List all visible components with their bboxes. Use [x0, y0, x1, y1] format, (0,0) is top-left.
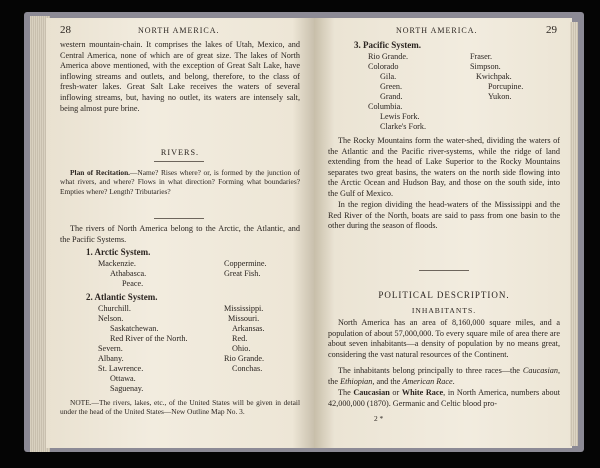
pacific-heading: 3. Pacific System. [354, 40, 421, 50]
caucasian-or: or [389, 388, 402, 397]
river-item: Severn. [98, 344, 123, 353]
signature-mark: 2 * [374, 414, 384, 423]
river-item: Conchas. [232, 364, 263, 373]
river-item: Coppermine. [224, 259, 267, 268]
caucasian-paragraph [328, 388, 560, 409]
caucasian-bold: Caucasian [353, 388, 390, 397]
race-caucasian: Caucasian [522, 366, 558, 375]
race-american: American Race [402, 376, 453, 386]
left-page-number: 28 [60, 24, 71, 36]
river-item: Rio Grande. [368, 52, 409, 61]
political-heading: POLITICAL DESCRIPTION. [378, 290, 510, 300]
river-item: Ohio. [232, 344, 251, 353]
river-item: Columbia. [368, 102, 403, 111]
left-running-head: NORTH AMERICA. [138, 26, 220, 35]
right-running-head: NORTH AMERICA. [396, 26, 478, 35]
note: NOTE.—The rivers, lakes, etc., of the United States will be given in detail under the head of the United States—New Outline Map No. 3. [60, 398, 300, 417]
river-item: Grand. [380, 92, 403, 101]
left-intro-paragraph: western mountain-chain. It comprises the lakes of Utah, Mexico, and Central America, none of which are of great size. The lakes of North America above mentioned, with the exception of Great Salt Lake, have inflowing streams and outlets, and belong, therefore, to the class of fresh-water lakes. Great Salt Lake receives the waters of several inflowing streams, but, having no outlet, its waters are intensely salt, being almost pure brine. [60, 40, 300, 113]
page-edges-right [570, 22, 578, 446]
river-item: Simpson. [470, 62, 501, 71]
river-item: Nelson. [98, 314, 124, 323]
plan-of-recitation [60, 168, 300, 196]
rivers-intro: The rivers of North America belong to the Arctic, the Atlantic, and the Pacific Systems. [60, 224, 300, 244]
race-ethiopian: Ethiopian [340, 376, 373, 386]
river-item: Albany. [98, 354, 124, 363]
river-item: Clarke's Fork. [380, 122, 427, 131]
caucasian-lead: The [338, 388, 354, 397]
river-item: Athabasca. [110, 269, 147, 278]
river-item: Gila. [380, 72, 397, 81]
river-item: Peace. [122, 279, 144, 288]
right-page-number: 29 [546, 24, 557, 36]
atlantic-heading: 2. Atlantic System. [86, 292, 158, 302]
rivers-heading: RIVERS. [160, 148, 200, 157]
white-race-bold: White Race [401, 388, 444, 397]
open-book [24, 12, 584, 452]
river-item: Mackenzie. [98, 259, 136, 268]
watershed-paragraph: The Rocky Mountains form the water-shed, dividing the waters of the Atlantic and the Pacific river-systems, while the ridge of land extending from the head of Lake Superior to the Rocky Mountains separates two great basins, the waters on the north side flowing into the Arctic Ocean and Hudson Bay, and those on the south side, into the Gulf of Mexico. [328, 136, 560, 198]
river-item: Red River of the North. [110, 334, 188, 343]
river-item: St. Lawrence. [98, 364, 144, 373]
river-item: Mississippi. [224, 304, 264, 313]
divider [154, 218, 204, 219]
river-item: Green. [380, 82, 403, 91]
river-item: Yukon. [488, 92, 512, 101]
plan-text: —Name? Rises where? or, is formed by the junction of what rivers, and where? Flows in what direction? Forming what boundaries? Empties where? Length? Tributaries? [60, 168, 300, 196]
river-item: Ottawa. [110, 374, 136, 383]
plan-label: Plan of Recitation. [70, 168, 131, 177]
river-item: Rio Grande. [224, 354, 265, 363]
caucasian-text: , in North America, numbers about 42,000,000 (1870). Germanic and Celtic blood pro- [328, 388, 561, 408]
divider [154, 161, 204, 162]
river-item: Lewis Fork. [380, 112, 420, 121]
river-item: Colorado [368, 62, 399, 71]
divider [419, 270, 469, 271]
arctic-heading: 1. Arctic System. [86, 247, 151, 257]
river-item: Saguenay. [110, 384, 144, 393]
races-paragraph: The inhabitants belong principally to three races—the Caucasian, the Ethiopian, and the American Race. [328, 366, 560, 386]
right-page [314, 18, 572, 448]
river-item: Arkansas. [232, 324, 265, 333]
river-item: Kwichpak. [476, 72, 512, 81]
river-item: Missouri. [228, 314, 260, 323]
river-item: Red. [232, 334, 248, 343]
population-paragraph: North America has an area of 8,160,000 square miles, and a population of about 57,000,000. To every square mile of area there are about seven inhabitants—a density of population by no means great, considering the vast natural resources of the Continent. [328, 318, 560, 359]
river-item: Fraser. [470, 52, 493, 61]
races-text: The inhabitants belong principally to three races—the [338, 366, 523, 375]
river-item: Saskatchewan. [110, 324, 159, 333]
flood-paragraph: In the region dividing the head-waters of the Mississippi and the Red River of the North, boats are said to pass from one basin to the other during the season of floods. [328, 200, 560, 231]
river-item: Churchill. [98, 304, 131, 313]
river-item: Porcupine. [488, 82, 524, 91]
inhabitants-heading: INHABITANTS. [411, 306, 477, 315]
left-page [46, 18, 314, 448]
river-item: Great Fish. [224, 269, 261, 278]
